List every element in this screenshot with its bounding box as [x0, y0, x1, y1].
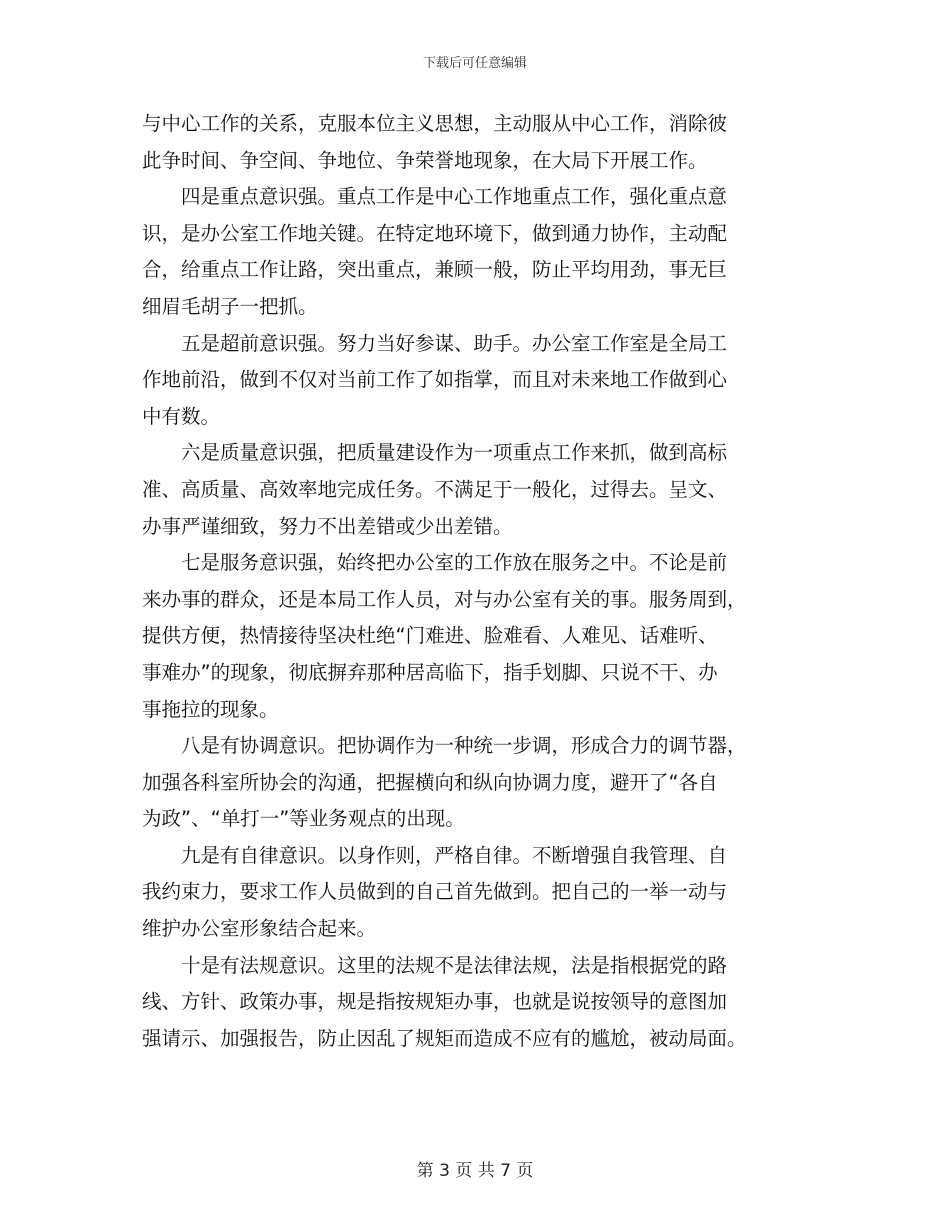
text-line: 办事严谨细致，努力不出差错或少出差错。: [142, 514, 513, 538]
text-line: 线、方针、政策办事，规是指按规矩办事，也就是说按领导的意图加: [142, 990, 728, 1014]
text-line: 识，是办公室工作地关键。在特定地环境下，做到通力协作，主动配: [142, 221, 728, 245]
text-line: 五是超前意识强。努力当好参谋、助手。办公室工作室是全局工: [142, 331, 728, 355]
text-line: 加强各科室所协会的沟通，把握横向和纵向协调力度，避开了“各自: [142, 770, 718, 794]
text-line: 为政”、“单打一”等业务观点的出现。: [142, 807, 465, 831]
text-line: 强请示、加强报告，防止因乱了规矩而造成不应有的尴尬，被动局面。: [142, 1026, 747, 1050]
text-line: 九是有自律意识。以身作则，严格自律。不断增强自我管理、自: [142, 843, 728, 867]
text-line: 七是服务意识强，始终把办公室的工作放在服务之中。不论是前: [142, 551, 728, 575]
text-line: 十是有法规意识。这里的法规不是法律法规，法是指根据党的路: [142, 953, 728, 977]
text-line: 作地前沿，做到不仅对当前工作了如指掌，而且对未来地工作做到心: [142, 368, 728, 392]
text-line: 与中心工作的关系，克服本位主义思想，主动服从中心工作，消除彼: [142, 112, 728, 135]
document-body: [142, 106, 812, 1057]
text-line: 四是重点意识强。重点工作是中心工作地重点工作，强化重点意: [142, 185, 728, 209]
text-line: 来办事的群众，还是本局工作人员，对与办公室有关的事。服务周到，: [142, 587, 747, 611]
text-line: 事难办”的现象，彻底摒弃那种居高临下，指手划脚、只说不干、办: [142, 660, 718, 684]
text-line: 细眉毛胡子一把抓。: [142, 294, 318, 318]
page-number-footer: 第 3 页 共 7 页: [416, 1161, 534, 1181]
text-line: 维护办公室形象结合起来。: [142, 917, 377, 941]
text-line: 我约束力，要求工作人员做到的自己首先做到。把自己的一举一动与: [142, 880, 728, 904]
page-header: 下载后可任意编辑: [422, 56, 527, 71]
text-line: 中有数。: [142, 404, 221, 428]
text-line: 准、高质量、高效率地完成任务。不满足于一般化，过得去。呈文、: [142, 477, 728, 501]
text-line: 八是有协调意识。把协调作为一种统一步调，形成合力的调节器，: [142, 734, 747, 758]
text-line: 六是质量意识强，把质量建设作为一项重点工作来抓，做到高标: [142, 441, 728, 465]
text-line: 事拖拉的现象。: [142, 697, 279, 721]
text-line: 合，给重点工作让路，突出重点，兼顾一般，防止平均用劲，事无巨: [142, 258, 728, 282]
text-line: 此争时间、争空间、争地位、争荣誉地现象，在大局下开展工作。: [142, 148, 708, 172]
text-line: 提供方便，热情接待坚决杜绝“门难进、脸难看、人难见、话难听、: [142, 624, 718, 648]
